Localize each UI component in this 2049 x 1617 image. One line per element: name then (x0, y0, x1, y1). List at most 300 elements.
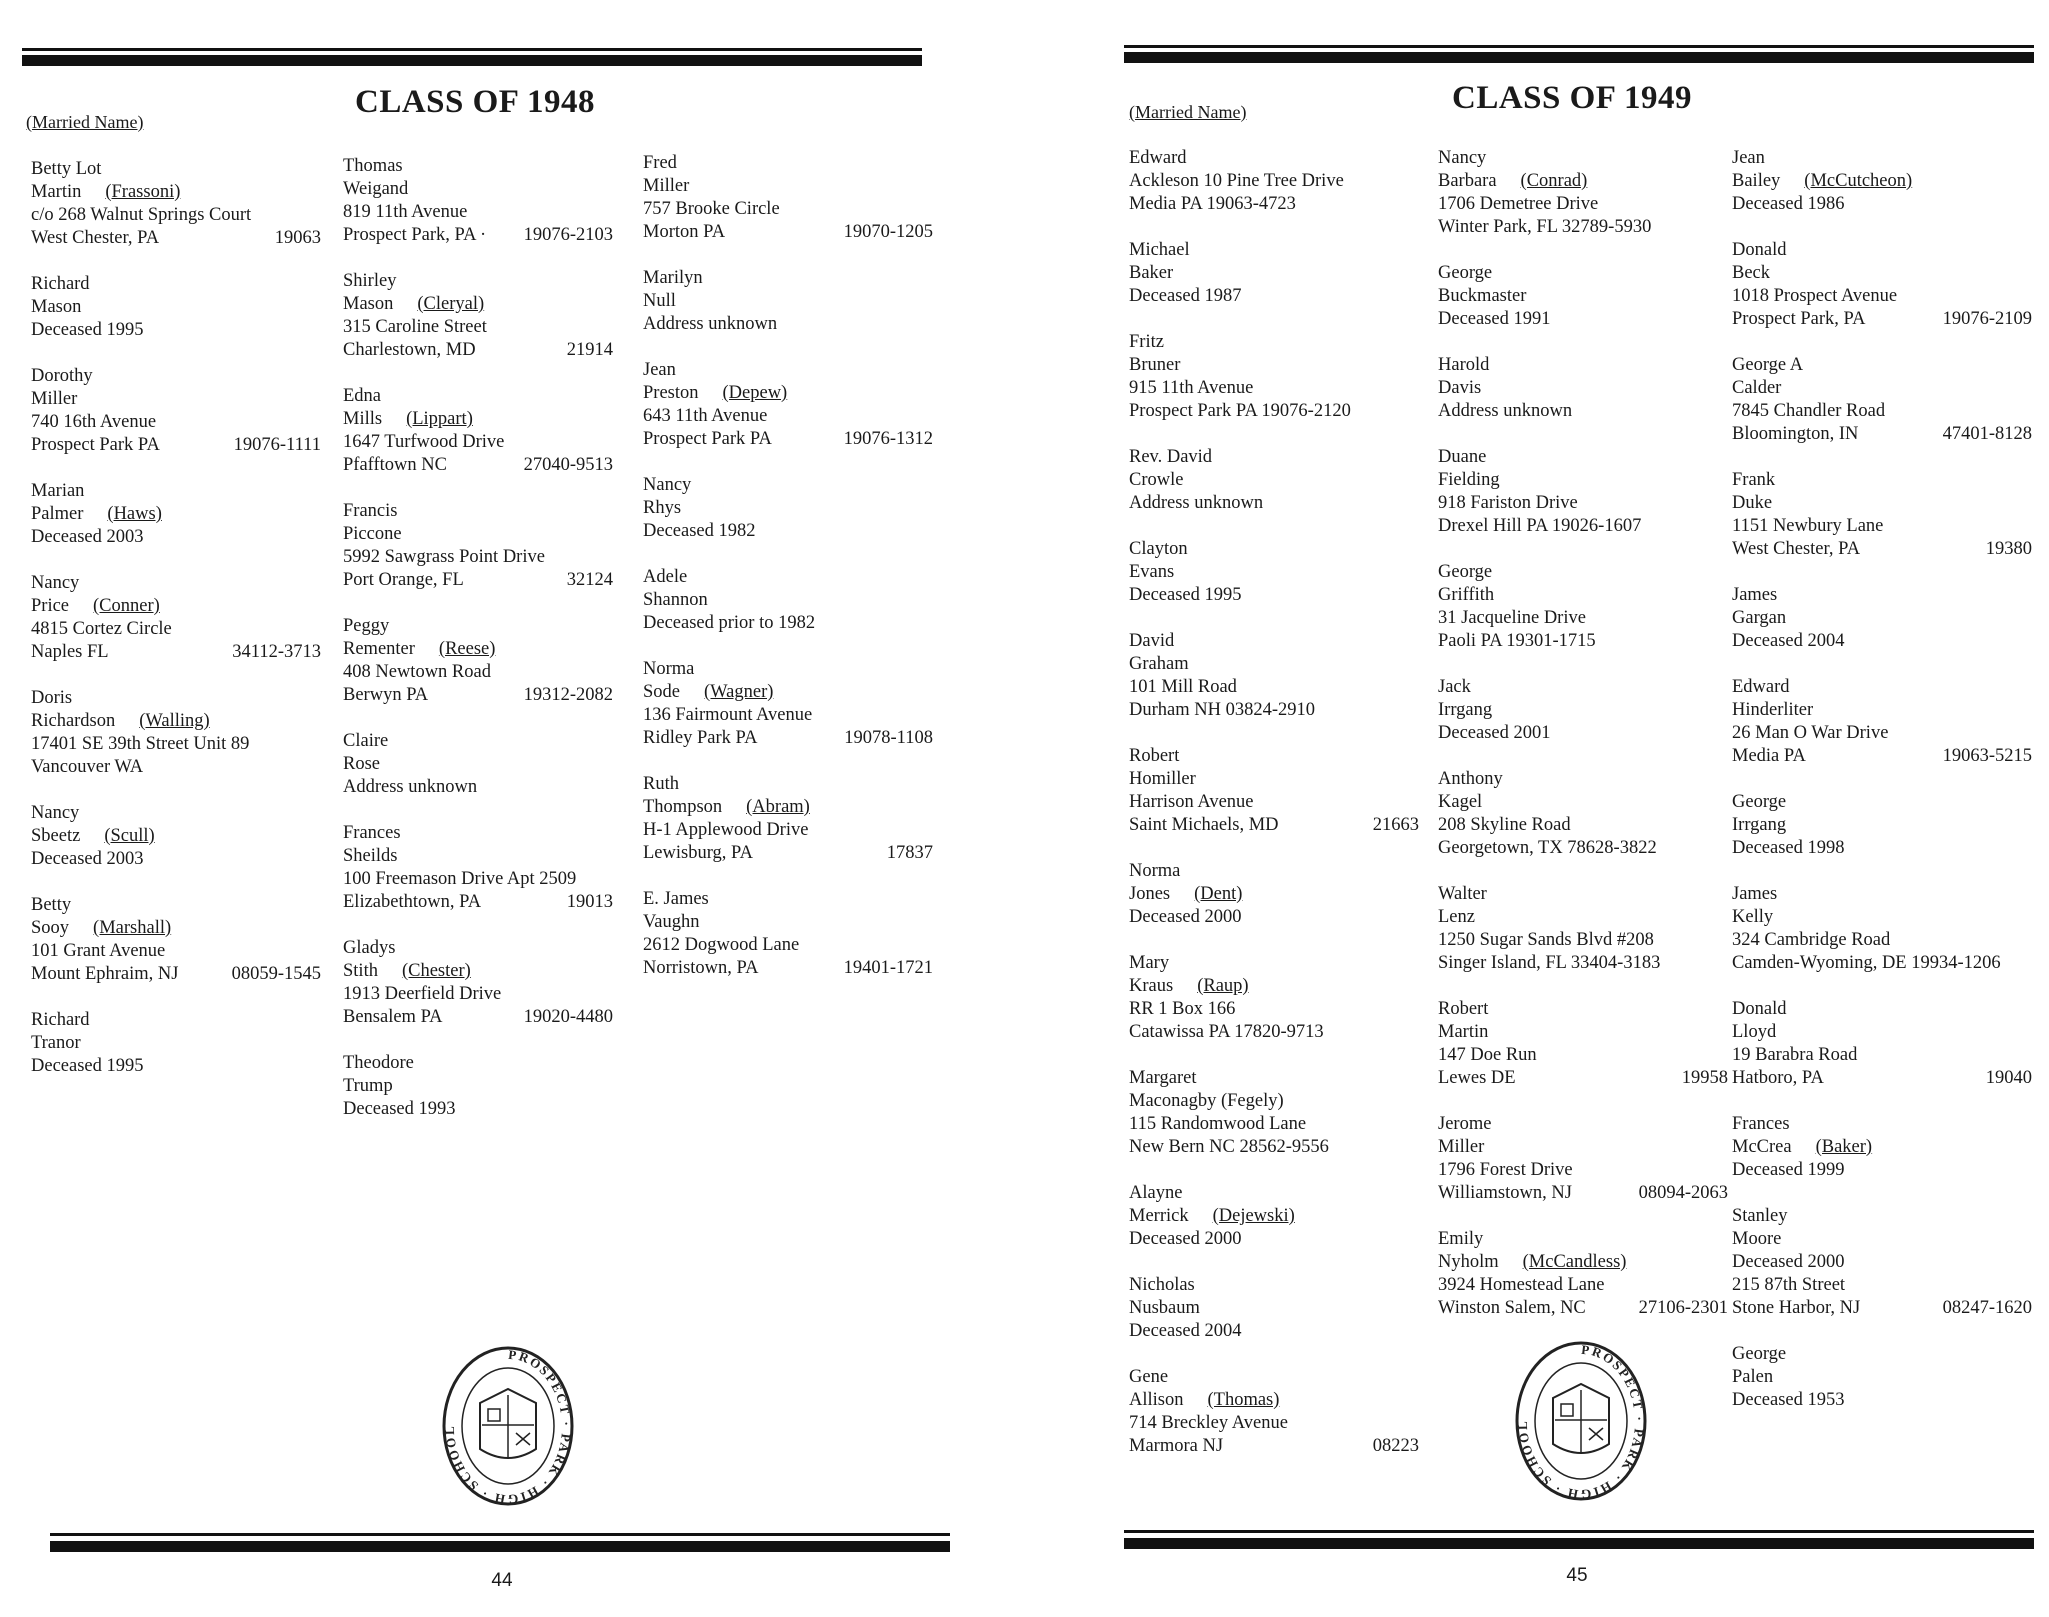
zip-code: 32124 (566, 570, 613, 590)
entry-line: Camden-Wyoming, DE 19934-1206 (1732, 953, 2001, 973)
alumni-entry (343, 155, 613, 247)
city-zip-line (643, 957, 933, 980)
entry-line: Richard (31, 274, 90, 294)
entry-line: Deceased 1995 (1129, 585, 1242, 605)
married-name: (Baker) (1815, 1137, 1873, 1157)
entry-line: Fritz (1129, 332, 1164, 352)
married-name: (Reese) (438, 639, 496, 659)
surname-line (1732, 1136, 2032, 1159)
entry-line: Deceased 1991 (1438, 309, 1551, 329)
alumni-entry (1732, 354, 2032, 446)
entry-line: Vaughn (643, 912, 700, 932)
city-state: Hatboro, PA (1732, 1068, 1824, 1088)
entry-line: Adele (643, 567, 688, 587)
entry-line: Calder (1732, 378, 1782, 398)
alumni-entry (643, 773, 933, 865)
entry-line: Frank (1732, 470, 1776, 490)
zip-code: 19063-5215 (1942, 746, 2032, 766)
page-number: 45 (1566, 1565, 1588, 1586)
alumni-entry (31, 1009, 321, 1078)
entry-line: Deceased 1987 (1129, 286, 1242, 306)
surname: Barbara (1438, 171, 1497, 191)
alumni-entry (643, 566, 933, 635)
city-zip-line (343, 224, 613, 247)
alumni-entry (1732, 676, 2032, 768)
address-line: 1913 Deerfield Drive (343, 984, 502, 1004)
footer-rule-thin (50, 1533, 950, 1536)
surname: Palmer (31, 504, 84, 524)
entry-line: Nusbaum (1129, 1298, 1200, 1318)
entry-line: Evans (1129, 562, 1175, 582)
address-line: 643 11th Avenue (643, 406, 768, 426)
entry-line: Norma (1129, 861, 1181, 881)
entry-line: Donald (1732, 999, 1787, 1019)
married-name: (Chester) (401, 961, 471, 981)
entry-line: Address unknown (343, 777, 478, 797)
entry-line: Emily (1438, 1229, 1484, 1249)
entry-line: George (1438, 562, 1493, 582)
entry-line: 115 Randomwood Lane (1129, 1114, 1307, 1134)
entry-line: Deceased 2000 (1732, 1252, 1845, 1272)
city-zip-line (1732, 538, 2032, 561)
entry-line: Nicholas (1129, 1275, 1195, 1295)
zip-code: 19070-1205 (843, 222, 933, 242)
surname-line (31, 595, 321, 618)
address-line: RR 1 Box 166 (1129, 999, 1236, 1019)
surname-line (343, 408, 613, 431)
alumni-entry (643, 152, 933, 244)
entry-line: Claire (343, 731, 389, 751)
city-zip-line (643, 221, 933, 244)
entry-line: Address unknown (643, 314, 778, 334)
zip-code: 08059-1545 (231, 964, 321, 984)
city-state: Stone Harbor, NJ (1732, 1298, 1861, 1318)
alumni-entry (31, 894, 321, 986)
city-state: Prospect Park PA (643, 429, 772, 449)
alumni-entry (1129, 860, 1419, 929)
city-state: Lewisburg, PA (643, 843, 753, 863)
city-state: Berwyn PA (343, 685, 429, 705)
entry-line: 31 Jacqueline Drive (1438, 608, 1586, 628)
entry-line: 915 11th Avenue (1129, 378, 1254, 398)
header-rule-thin (22, 48, 922, 51)
entry-line: Edward (1129, 148, 1187, 168)
married-name: (Wagner) (704, 682, 774, 702)
alumni-entry (1438, 561, 1728, 653)
column-3 (643, 152, 933, 1003)
school-seal-icon (440, 1345, 576, 1507)
entry-line: Martin (1438, 1022, 1489, 1042)
city-state: Elizabethtown, PA (343, 892, 482, 912)
city-state: Prospect Park, PA · (343, 225, 487, 245)
married-name: (McCutcheon) (1804, 171, 1913, 191)
entry-line: 215 87th Street (1732, 1275, 1846, 1295)
entry-line: Beck (1732, 263, 1771, 283)
entry-line: 208 Skyline Road (1438, 815, 1571, 835)
entry-line: Ackleson 10 Pine Tree Drive (1129, 171, 1344, 191)
entry-line: Bruner (1129, 355, 1181, 375)
surname: Sooy (31, 918, 70, 938)
zip-code: 19078-1108 (844, 728, 933, 748)
city-state: Charlestown, MD (343, 340, 476, 360)
surname-line (643, 681, 933, 704)
city-state: Prospect Park, PA (1732, 309, 1866, 329)
zip-code: 19020-4480 (523, 1007, 613, 1027)
entry-line: Kagel (1438, 792, 1483, 812)
surname: Rementer (343, 639, 415, 659)
entry-line: Rose (343, 754, 380, 774)
entry-line: Piccone (343, 524, 402, 544)
alumni-entry (31, 802, 321, 871)
city-zip-line (1129, 1435, 1419, 1458)
city-zip-line (343, 1006, 613, 1029)
city-state: Pfafftown NC (343, 455, 447, 475)
entry-line: Prospect Park PA 19076-2120 (1129, 401, 1351, 421)
zip-code: 47401-8128 (1942, 424, 2032, 444)
entry-line: Peggy (343, 616, 390, 636)
married-name: (Raup) (1197, 976, 1249, 996)
surname: Preston (643, 383, 699, 403)
class-title: CLASS OF 1949 (1452, 80, 1692, 116)
married-name: (Scull) (104, 826, 155, 846)
entry-line: Deceased 1953 (1732, 1390, 1845, 1410)
entry-line: 26 Man O War Drive (1732, 723, 1889, 743)
alumni-entry (1438, 768, 1728, 860)
footer-rule-thick (1124, 1538, 2034, 1549)
alumni-entry (343, 1052, 613, 1121)
header-rule-thick (1124, 52, 2034, 63)
entry-line: Lenz (1438, 907, 1475, 927)
surname-line (643, 796, 933, 819)
address-line: Deceased 2000 (1129, 907, 1242, 927)
entry-line: Theodore (343, 1053, 414, 1073)
surname-line (343, 293, 613, 316)
city-state: Prospect Park PA (31, 435, 160, 455)
entry-line: George (1732, 1344, 1787, 1364)
entry-line: Frances (1732, 1114, 1790, 1134)
entry-line: Jean (1732, 148, 1765, 168)
entry-line: 324 Cambridge Road (1732, 930, 1891, 950)
entry-line: Davis (1438, 378, 1482, 398)
city-state: Morton PA (643, 222, 726, 242)
entry-line: Irrgang (1438, 700, 1493, 720)
surname-line (31, 825, 321, 848)
alumni-entry (31, 480, 321, 549)
city-zip-line (1129, 814, 1419, 837)
entry-line: Drexel Hill PA 19026-1607 (1438, 516, 1642, 536)
entry-line: Georgetown, TX 78628-3822 (1438, 838, 1657, 858)
entry-line: Deceased 1998 (1732, 838, 1845, 858)
alumni-entry (1732, 883, 2032, 975)
address-line: Deceased 1999 (1732, 1160, 1845, 1180)
page-44 (0, 0, 1000, 1617)
city-zip-line (1732, 423, 2032, 446)
header-rule-thick (22, 55, 922, 66)
entry-line: George (1732, 792, 1787, 812)
entry-line: Deceased 1995 (31, 1056, 144, 1076)
married-name: (Lippart) (406, 409, 473, 429)
city-zip-line (31, 963, 321, 986)
entry-line: Francis (343, 501, 398, 521)
alumni-entry (1438, 1228, 1728, 1320)
married-name-label: (Married Name) (26, 112, 144, 132)
entry-line: 1250 Sugar Sands Blvd #208 (1438, 930, 1654, 950)
entry-line: Buckmaster (1438, 286, 1527, 306)
alumni-entry (1732, 147, 2032, 216)
city-zip-line (643, 842, 933, 865)
entry-line: Mary (1129, 953, 1170, 973)
city-zip-line (343, 569, 613, 592)
city-zip-line (343, 454, 613, 477)
entry-line: Robert (1438, 999, 1489, 1019)
entry-line: Margaret (1129, 1068, 1197, 1088)
entry-line: Nancy (643, 475, 692, 495)
surname: Price (31, 596, 70, 616)
surname-line (1438, 170, 1728, 193)
school-seal-icon (1513, 1340, 1649, 1502)
entry-line: 7845 Chandler Road (1732, 401, 1886, 421)
city-zip-line (343, 684, 613, 707)
entry-line: Durham NH 03824-2910 (1129, 700, 1316, 720)
surname: Mason (343, 294, 394, 314)
alumni-entry (1129, 630, 1419, 722)
entry-line: Shirley (343, 271, 397, 291)
entry-line: Homiller (1129, 769, 1196, 789)
entry-line: Duane (1438, 447, 1487, 467)
city-zip-line (1732, 308, 2032, 331)
address-line: H-1 Applewood Drive (643, 820, 809, 840)
surname-line (31, 710, 321, 733)
married-name: (Dent) (1194, 884, 1243, 904)
entry-line: George A (1732, 355, 1804, 375)
city-state: West Chester, PA (1732, 539, 1861, 559)
entry-line: Deceased 2001 (1438, 723, 1551, 743)
address-line: 315 Caroline Street (343, 317, 487, 337)
entry-line: Maconagby (Fegely) (1129, 1091, 1284, 1111)
zip-code: 19076-2103 (523, 225, 613, 245)
city-state: Marmora NJ (1129, 1436, 1224, 1456)
alumni-entry (1129, 538, 1419, 607)
entry-line: Thomas (343, 156, 403, 176)
married-name: (Thomas) (1207, 1390, 1280, 1410)
entry-line: Deceased 1993 (343, 1099, 456, 1119)
address-line: 408 Newtown Road (343, 662, 491, 682)
entry-line: Tranor (31, 1033, 81, 1053)
address-line: 17401 SE 39th Street Unit 89 (31, 734, 250, 754)
address-line: Deceased 2003 (31, 527, 144, 547)
alumni-entry (1438, 676, 1728, 745)
entry-line: 2612 Dogwood Lane (643, 935, 800, 955)
married-name: (Haws) (107, 504, 162, 524)
address-line: Deceased 2003 (31, 849, 144, 869)
married-name: (Cleryal) (417, 294, 485, 314)
city-state: Lewes DE (1438, 1068, 1516, 1088)
entry-line: 19 Barabra Road (1732, 1045, 1858, 1065)
seal-text: PROSPECT · PARK · HIGH · SCHOOL (441, 1346, 575, 1507)
alumni-entry (1732, 1113, 2032, 1182)
married-name: (Dejewski) (1212, 1206, 1295, 1226)
alumni-entry (1732, 239, 2032, 331)
entry-line: 1796 Forest Drive (1438, 1160, 1573, 1180)
seal-text: PROSPECT · PARK · HIGH · SCHOOL (1514, 1341, 1648, 1502)
entry-line: Edward (1732, 677, 1790, 697)
entry-line: Stanley (1732, 1206, 1788, 1226)
entry-line: Betty Lot (31, 159, 102, 179)
entry-line: Deceased 1982 (643, 521, 756, 541)
page-45 (1110, 0, 2049, 1617)
entry-line: Frances (343, 823, 401, 843)
alumni-entry (1438, 354, 1728, 423)
surname-line (1438, 1251, 1728, 1274)
entry-line: Jerome (1438, 1114, 1492, 1134)
entry-line: Trump (343, 1076, 393, 1096)
entry-line: Ruth (643, 774, 679, 794)
alumni-entry (343, 822, 613, 914)
entry-line: Kelly (1732, 907, 1774, 927)
city-state: Winston Salem, NC (1438, 1298, 1586, 1318)
entry-line: Lloyd (1732, 1022, 1777, 1042)
city-state: Bensalem PA (343, 1007, 443, 1027)
entry-line: Clayton (1129, 539, 1188, 559)
alumni-entry (1129, 331, 1419, 423)
city-zip-line (31, 227, 321, 250)
surname-line (1129, 1389, 1419, 1412)
address-line: 101 Grant Avenue (31, 941, 166, 961)
city-zip-line (1732, 745, 2032, 768)
city-state: Mount Ephraim, NJ (31, 964, 179, 984)
entry-line: Shannon (643, 590, 708, 610)
alumni-entry (643, 658, 933, 750)
zip-code: 08223 (1372, 1436, 1419, 1456)
alumni-entry (31, 365, 321, 457)
married-name: (Conner) (93, 596, 160, 616)
city-zip-line (1438, 1297, 1728, 1320)
surname: Thompson (643, 797, 723, 817)
alumni-entry (1438, 883, 1728, 975)
married-name: (Abram) (746, 797, 810, 817)
entry-line: Griffith (1438, 585, 1495, 605)
zip-code: 19063 (274, 228, 321, 248)
surname: Bailey (1732, 171, 1781, 191)
entry-line: Deceased 1995 (31, 320, 144, 340)
entry-line: 100 Freemason Drive Apt 2509 (343, 869, 577, 889)
entry-line: 101 Mill Road (1129, 677, 1237, 697)
entry-line: James (1732, 884, 1778, 904)
address-line: 714 Breckley Avenue (1129, 1413, 1288, 1433)
married-name-label: (Married Name) (1129, 102, 1247, 122)
entry-line: Moore (1732, 1229, 1782, 1249)
zip-code: 27106-2301 (1638, 1298, 1728, 1318)
city-state: Saint Michaels, MD (1129, 815, 1279, 835)
entry-line: Baker (1129, 263, 1174, 283)
column-2 (1438, 147, 1728, 1343)
alumni-entry (1129, 745, 1419, 837)
surname: Martin (31, 182, 82, 202)
city-zip-line (1732, 1067, 2032, 1090)
entry-line: Norma (643, 659, 695, 679)
footer-rule-thin (1124, 1530, 2034, 1533)
surname: Jones (1129, 884, 1171, 904)
zip-code: 19076-1111 (233, 435, 321, 455)
entry-line: James (1732, 585, 1778, 605)
entry-line: Miller (31, 389, 78, 409)
alumni-entry (1129, 1182, 1419, 1251)
surname: McCrea (1732, 1137, 1792, 1157)
entry-line: Dorothy (31, 366, 93, 386)
surname-line (31, 503, 321, 526)
married-name: (McCandless) (1522, 1252, 1627, 1272)
city-state: Ridley Park PA (643, 728, 758, 748)
surname: Sbeetz (31, 826, 81, 846)
zip-code: 19013 (566, 892, 613, 912)
zip-code: 27040-9513 (523, 455, 613, 475)
zip-code: 19958 (1681, 1068, 1728, 1088)
zip-code: 34112-3713 (232, 642, 321, 662)
married-name: (Marshall) (93, 918, 172, 938)
column-1 (1129, 147, 1419, 1481)
city-state: West Chester, PA (31, 228, 160, 248)
address-line: 4815 Cortez Circle (31, 619, 172, 639)
column-2 (343, 155, 613, 1144)
address-line: Catawissa PA 17820-9713 (1129, 1022, 1324, 1042)
footer-rule-thick (50, 1541, 950, 1552)
city-state: Norristown, PA (643, 958, 759, 978)
entry-line: Doris (31, 688, 73, 708)
alumni-entry (343, 730, 613, 799)
address-line: 1647 Turfwood Drive (343, 432, 505, 452)
address-line: 136 Fairmount Avenue (643, 705, 813, 725)
alumni-entry (343, 500, 613, 592)
zip-code: 08094-2063 (1638, 1183, 1728, 1203)
entry-line: Walter (1438, 884, 1487, 904)
address-line: Winter Park, FL 32789-5930 (1438, 217, 1652, 237)
entry-line: 147 Doe Run (1438, 1045, 1537, 1065)
surname: Stith (343, 961, 378, 981)
header-rule-thin (1124, 45, 2034, 48)
address-line: Deceased 2000 (1129, 1229, 1242, 1249)
surname-line (343, 960, 613, 983)
entry-line: Address unknown (1129, 493, 1264, 513)
entry-line: David (1129, 631, 1175, 651)
surname: Allison (1129, 1390, 1184, 1410)
alumni-entry (343, 385, 613, 477)
city-state: Port Orange, FL (343, 570, 464, 590)
married-name: (Frassoni) (105, 182, 181, 202)
zip-code: 08247-1620 (1942, 1298, 2032, 1318)
entry-line: Crowle (1129, 470, 1184, 490)
alumni-entry (1438, 446, 1728, 538)
entry-line: 819 11th Avenue (343, 202, 468, 222)
entry-line: Paoli PA 19301-1715 (1438, 631, 1596, 651)
surname: Kraus (1129, 976, 1174, 996)
entry-line: Rhys (643, 498, 682, 518)
alumni-entry (31, 273, 321, 342)
entry-line: 5992 Sawgrass Point Drive (343, 547, 545, 567)
surname-line (1129, 975, 1419, 998)
entry-line: Robert (1129, 746, 1180, 766)
alumni-entry (1438, 998, 1728, 1090)
entry-line: Null (643, 291, 676, 311)
alumni-entry (1732, 791, 2032, 860)
alumni-entry (343, 270, 613, 362)
city-zip-line (643, 428, 933, 451)
entry-line: Harold (1438, 355, 1490, 375)
alumni-entry (343, 937, 613, 1029)
entry-line: Deceased prior to 1982 (643, 613, 816, 633)
entry-line: Jack (1438, 677, 1471, 697)
surname: Nyholm (1438, 1252, 1499, 1272)
surname: Richardson (31, 711, 116, 731)
